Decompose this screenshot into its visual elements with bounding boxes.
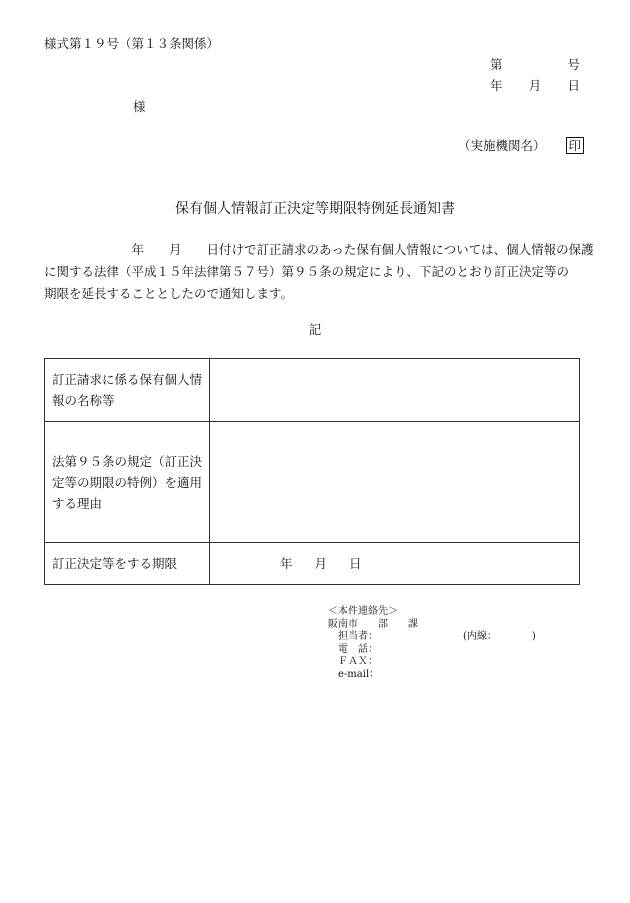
body-text	[44, 239, 594, 305]
contact-dept: 阪南市 部 課	[328, 618, 418, 630]
document-number-suffix: 号	[567, 57, 580, 72]
table-row	[45, 543, 580, 585]
agency-line	[458, 136, 584, 154]
contact-fax: ＦＡＸ：	[328, 656, 378, 667]
info-name-label	[45, 359, 210, 422]
reason-label	[45, 422, 210, 543]
deadline-label: 訂正決定等をする期限	[45, 543, 210, 585]
label-line: する理由	[52, 495, 103, 511]
form-number: 様式第１９号（第１３条関係）	[44, 36, 220, 51]
table-row	[45, 422, 580, 543]
contact-heading: ＜本件連絡先＞	[328, 606, 398, 617]
table-row	[45, 359, 580, 422]
issue-date-line	[490, 76, 580, 94]
contact-phone: 電 話：	[328, 643, 378, 655]
document-title: 保有個人情報訂正決定等期限特例延長通知書	[175, 201, 455, 217]
contact-person: 担当者： (内線： )	[328, 631, 536, 642]
deadline-day: 日	[349, 556, 362, 571]
addressee-suffix: 様	[133, 99, 146, 114]
reason-value[interactable]	[210, 422, 580, 543]
ki-heading: 記	[308, 322, 322, 337]
issue-date-day: 日	[567, 78, 580, 93]
agency-label: （実施機関名）	[458, 138, 546, 153]
contact-block	[328, 606, 536, 681]
deadline-year: 年	[280, 556, 293, 571]
label-line: 定等の期限の特例）を適用	[52, 474, 203, 490]
issue-date-year: 年	[490, 78, 503, 93]
seal-mark: 印	[566, 137, 585, 154]
issue-date-month: 月	[528, 78, 542, 93]
document-number-prefix: 第	[490, 57, 503, 72]
deadline-month: 月	[314, 556, 328, 571]
document-number-line	[490, 55, 580, 73]
label-line: 訂正請求に係る保有個人情	[52, 372, 203, 387]
deadline-value[interactable]	[210, 543, 580, 585]
contact-email: e-mail：	[328, 668, 380, 680]
label-line: 報の名称等	[52, 393, 115, 408]
body-line: 年 月 日付けで訂正請求のあった保有個人情報については、個人情報の保護	[44, 242, 594, 257]
label-line: 法第９５条の規定（訂正決	[52, 453, 203, 469]
info-table	[44, 358, 580, 585]
body-line: に関する法律（平成１５年法律第５７号）第９５条の規定により、下記のとおり訂正決定等の	[44, 264, 570, 279]
info-name-value[interactable]	[210, 359, 580, 422]
body-line: 期限を延長することとしたので通知します。	[44, 286, 294, 301]
